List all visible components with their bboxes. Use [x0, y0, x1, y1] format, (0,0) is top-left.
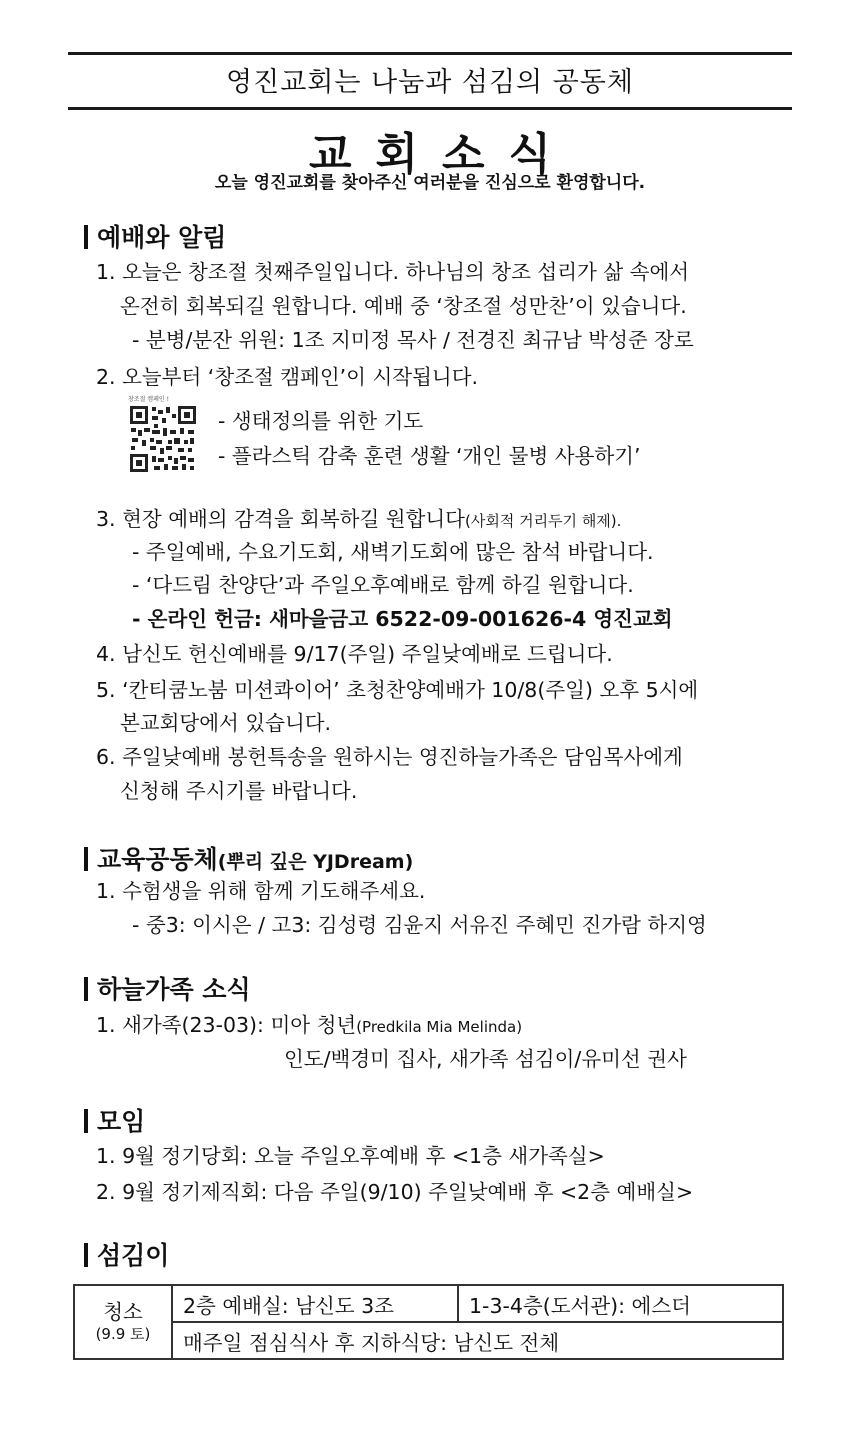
family-item-1-main: 1. 새가족(23-03): 미아 청년 [96, 1013, 357, 1037]
duty-cell: 1-3-4층(도서관): 에스더 [458, 1285, 783, 1322]
heading-bar [84, 1243, 88, 1267]
notice-6-line-1: 6. 주일낮예배 봉헌특송을 원하시는 영진하늘가족은 담임목사에게 [96, 745, 683, 769]
section-heading-family [84, 970, 251, 1006]
qr-code-icon [128, 404, 198, 474]
family-item-1-line-2: 인도/백경미 집사, 새가족 섬김이/유미선 권사 [284, 1047, 687, 1071]
duty-date: (9.9 토) [95, 1325, 151, 1344]
notice-3 [96, 506, 621, 534]
notice-1-line-2: 온전히 회복되길 원합니다. 예배 중 ‘창조절 성만찬’이 있습니다. [120, 294, 687, 318]
duty-label: 청소 [103, 1299, 143, 1324]
title-rule [68, 107, 792, 110]
page-title: 교회소식 [308, 129, 575, 180]
notice-5-line-1: 5. ‘칸티쿰노붐 미션콰이어’ 초청찬양예배가 10/8(주일) 오후 5시에 [96, 678, 699, 702]
meeting-item-2: 2. 9월 정기제직회: 다음 주일(9/10) 주일낮예배 후 <2층 예배실> [96, 1180, 694, 1204]
notice-2: 2. 오늘부터 ‘창조절 캠페인’이 시작됩니다. [96, 365, 479, 389]
campaign-qr-block [122, 394, 204, 478]
section-heading-label: 교육공동체 [97, 845, 218, 874]
section-heading-education [84, 840, 413, 876]
duty-cell: 매주일 점심식사 후 지하식당: 남신도 전체 [172, 1322, 783, 1359]
duty-cell: 2층 예배실: 남신도 3조 [172, 1285, 458, 1322]
section-subheading: (뿌리 깊은 YJDream) [217, 851, 414, 873]
campaign-item-1: - 생태정의를 위한 기도 [218, 409, 424, 433]
notice-3-sub-1: - 주일예배, 수요기도회, 새벽기도회에 많은 참석 바랍니다. [132, 540, 654, 564]
education-item-1: 1. 수험생을 위해 함께 기도해주세요. [96, 879, 426, 903]
education-item-1-sub: - 중3: 이시은 / 고3: 김성령 김윤지 서유진 주혜민 진가람 하지영 [132, 913, 707, 937]
cleaning-duty-table [73, 1284, 784, 1360]
section-heading-label: 예배와 알림 [97, 223, 227, 252]
top-rule [68, 52, 792, 55]
campaign-item-2: - 플라스틱 감축 훈련 생활 ‘개인 물병 사용하기’ [218, 444, 641, 468]
section-heading-label: 하늘가족 소식 [97, 975, 251, 1004]
family-item-1 [96, 1012, 522, 1040]
notice-4: 4. 남신도 헌신예배를 9/17(주일) 주일낮예배로 드립니다. [96, 642, 613, 666]
notice-3-sub-2: - ‘다드림 찬양단’과 주일오후예배로 함께 하길 원합니다. [132, 573, 634, 597]
table-row [74, 1322, 783, 1359]
heading-bar [84, 1109, 88, 1133]
meeting-item-1: 1. 9월 정기당회: 오늘 주일오후예배 후 <1층 새가족실> [96, 1144, 605, 1168]
welcome-message: 오늘 영진교회를 찾아주신 여러분을 진심으로 환영합니다. [214, 173, 646, 193]
online-offering-info: - 온라인 헌금: 새마을금고 6522-09-001626-4 영진교회 [132, 607, 673, 631]
section-heading-label: 모임 [97, 1107, 146, 1136]
duty-label-cell [74, 1285, 172, 1359]
heading-bar [84, 847, 88, 871]
church-motto: 영진교회는 나눔과 섬김의 공동체 [226, 67, 634, 98]
notice-3-note: (사회적 거리두기 해제). [465, 512, 622, 530]
notice-3-main: 3. 현장 예배의 감격을 회복하길 원합니다 [96, 507, 465, 531]
notice-5-line-2: 본교회당에서 있습니다. [120, 711, 332, 735]
qr-caption: 창조절 캠페인 ! [128, 396, 169, 403]
heading-bar [84, 225, 88, 249]
section-heading-meeting [84, 1102, 145, 1138]
notice-1-line-1: 1. 오늘은 창조절 첫째주일입니다. 하나님의 창조 섭리가 삶 속에서 [96, 260, 690, 284]
notice-6-line-2: 신청해 주시기를 바랍니다. [120, 779, 358, 803]
section-heading-label: 섬김이 [97, 1241, 170, 1270]
family-item-1-note: (Predkila Mia Melinda) [356, 1018, 523, 1036]
section-heading-worship [84, 218, 226, 254]
section-heading-servant [84, 1236, 169, 1272]
table-row [74, 1285, 783, 1322]
notice-1-sub: - 분병/분잔 위원: 1조 지미정 목사 / 전경진 최규남 박성준 장로 [132, 328, 694, 352]
heading-bar [84, 977, 88, 1001]
